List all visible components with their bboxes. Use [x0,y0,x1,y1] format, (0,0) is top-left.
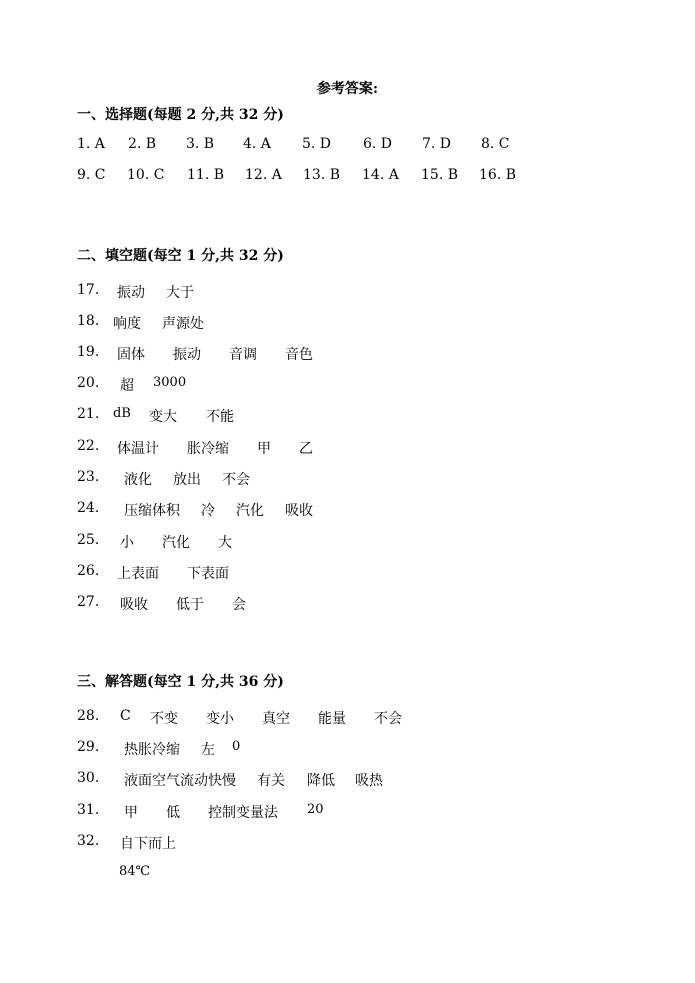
answer: 降低 [307,773,335,789]
item-number: 24. [77,500,100,516]
answer: 0 [232,739,241,754]
section-heading-fill: 二、填空题(每空 1 分,共 32 分) [77,248,284,264]
choice-answer: 3. B [186,136,215,152]
item-number: 31. [77,802,100,818]
answer: 大于 [166,285,194,301]
choice-answer: 16. B [479,167,517,183]
solve-item-32-extra: 84℃ [119,864,151,879]
answer: 甲 [124,805,138,821]
item-number: 32. [77,833,100,849]
answer: 3000 [153,375,187,390]
item-number: 21. [77,406,100,422]
answer: 液面空气流动快慢 [124,773,236,789]
choice-answer: 15. B [421,167,459,183]
item-number: 30. [77,770,100,786]
answer: 吸收 [285,503,313,519]
answer: 放出 [173,472,201,488]
answer: 20 [307,802,324,817]
item-number: 29. [77,739,100,755]
choice-answer: 4. A [243,136,271,152]
answer: 会 [232,597,246,613]
answer: 小 [120,535,134,551]
answer: 音色 [285,347,313,363]
item-number: 18. [77,313,100,329]
answer: 超 [120,378,134,394]
item-number: 23. [77,469,100,485]
answer: 自下而上 [120,836,176,852]
answer: C [120,708,131,724]
answer: 低 [166,805,180,821]
answer: 热胀冷缩 [124,742,180,758]
answer: 汽化 [162,535,190,551]
answer: 音调 [229,347,257,363]
choice-answer: 2. B [128,136,157,152]
answer: 振动 [173,347,201,363]
answer: 变大 [149,409,177,425]
answer: 乙 [299,441,313,457]
choice-answer: 6. D [363,136,393,152]
answer: 不会 [222,472,250,488]
answer: 固体 [117,347,145,363]
answer: 声源处 [162,316,204,332]
answer: 控制变量法 [208,805,278,821]
item-number: 20. [77,375,100,391]
answer: 低于 [176,597,204,613]
answer: 吸热 [355,773,383,789]
item-number: 19. [77,344,100,360]
answer: 变小 [206,711,234,727]
section-heading-choice: 一、选择题(每题 2 分,共 32 分) [77,107,284,123]
answer: 甲 [257,441,271,457]
answer: dB [113,406,131,421]
answer: 吸收 [120,597,148,613]
answer: 体温计 [117,441,159,457]
answer: 有关 [257,773,285,789]
item-number: 17. [77,282,100,298]
answer: 下表面 [187,566,229,582]
item-number: 26. [77,563,100,579]
choice-answer: 12. A [245,167,282,183]
answer: 上表面 [117,566,159,582]
answer: 液化 [124,472,152,488]
answer: 不会 [374,711,402,727]
choice-answer: 13. B [303,167,341,183]
choice-answer: 11. B [187,167,225,183]
item-number: 27. [77,594,100,610]
choice-answer: 1. A [77,136,105,152]
answer: 左 [201,742,215,758]
answer: 不能 [206,409,234,425]
choice-answer: 8. C [481,136,510,152]
section-heading-solve: 三、解答题(每空 1 分,共 36 分) [77,674,284,690]
item-number: 25. [77,532,100,548]
page-title: 参考答案: [316,81,379,97]
choice-answer: 14. A [362,167,399,183]
answer: 振动 [117,285,145,301]
answer: 压缩体积 [124,503,180,519]
answer: 汽化 [236,503,264,519]
answer: 真空 [262,711,290,727]
answer: 响度 [113,316,141,332]
answer: 能量 [318,711,346,727]
choice-answer: 9. C [77,167,106,183]
choice-answer: 7. D [422,136,452,152]
choice-answer: 5. D [302,136,332,152]
answer: 大 [218,535,232,551]
item-number: 28. [77,708,100,724]
answer: 冷 [201,503,215,519]
item-number: 22. [77,438,100,454]
answer: 不变 [150,711,178,727]
answer: 胀冷缩 [187,441,229,457]
choice-answer: 10. C [127,167,165,183]
